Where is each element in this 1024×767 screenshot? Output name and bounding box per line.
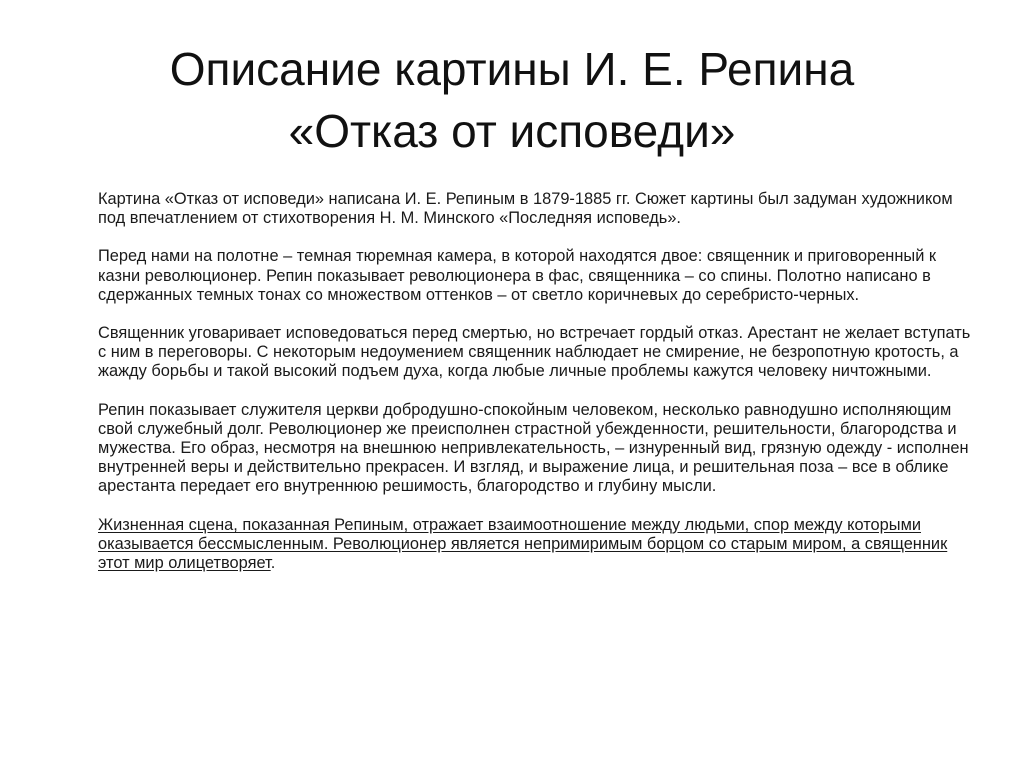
paragraph-2: Перед нами на полотне – темная тюремная камера, в которой находятся двое: священник и приговоренный к казни революционер. Репин показывает революционера в фас, священника – со спины. Полотно написано в сдержанных темных тонах со множеством оттенков – от светло коричневых до серебристо-черных. <box>98 247 937 304</box>
slide-body <box>98 190 978 592</box>
paragraph-1: Картина «Отказ от исповеди» написана И. Е. Репиным в 1879-1885 гг. Сюжет картины был задуман художником под впечатлением от стихотворения Н. М. Минского «Последняя исповедь». <box>98 190 953 228</box>
title-line-2: «Отказ от исповеди» <box>288 105 736 157</box>
title-line-1: Описание картины И. Е. Репина <box>169 43 855 95</box>
slide-title <box>60 38 964 162</box>
conclusion-underlined-text: Жизненная сцена, показанная Репиным, отражает взаимоотношение между людьми, спор между которыми оказывается бессмысленным. Революционер является непримиримым борцом со старым миром, а священник этот мир олицетворяет <box>98 515 948 573</box>
conclusion-trailing-period: . <box>270 554 276 573</box>
conclusion-paragraph <box>98 516 978 574</box>
paragraph-3: Священник уговаривает исповедоваться перед смертью, но встречает гордый отказ. Арестант не желает вступать с ним в переговоры. С некоторым недоумением священник наблюдает не смирение, не безропотную кротость, а жажду борьбы и такой высокий подъем духа, когда любые личные проблемы кажутся человеку ничтожными. <box>98 324 971 381</box>
paragraph-4: Репин показывает служителя церкви добродушно-спокойным человеком, несколько равнодушно исполняющим свой служебный долг. Революционер же преисполнен страстной убежденности, решительности, благородства и мужества. Его образ, несмотря на внешнюю непривлекательность, – изнуренный вид, грязную одежду - исполнен внутренней веры и действительно прекрасен. И взгляд, и выражение лица, и решительная поза – все в облике арестанта передает его внутреннюю решимость, благородство и глубину мысли. <box>98 400 969 496</box>
